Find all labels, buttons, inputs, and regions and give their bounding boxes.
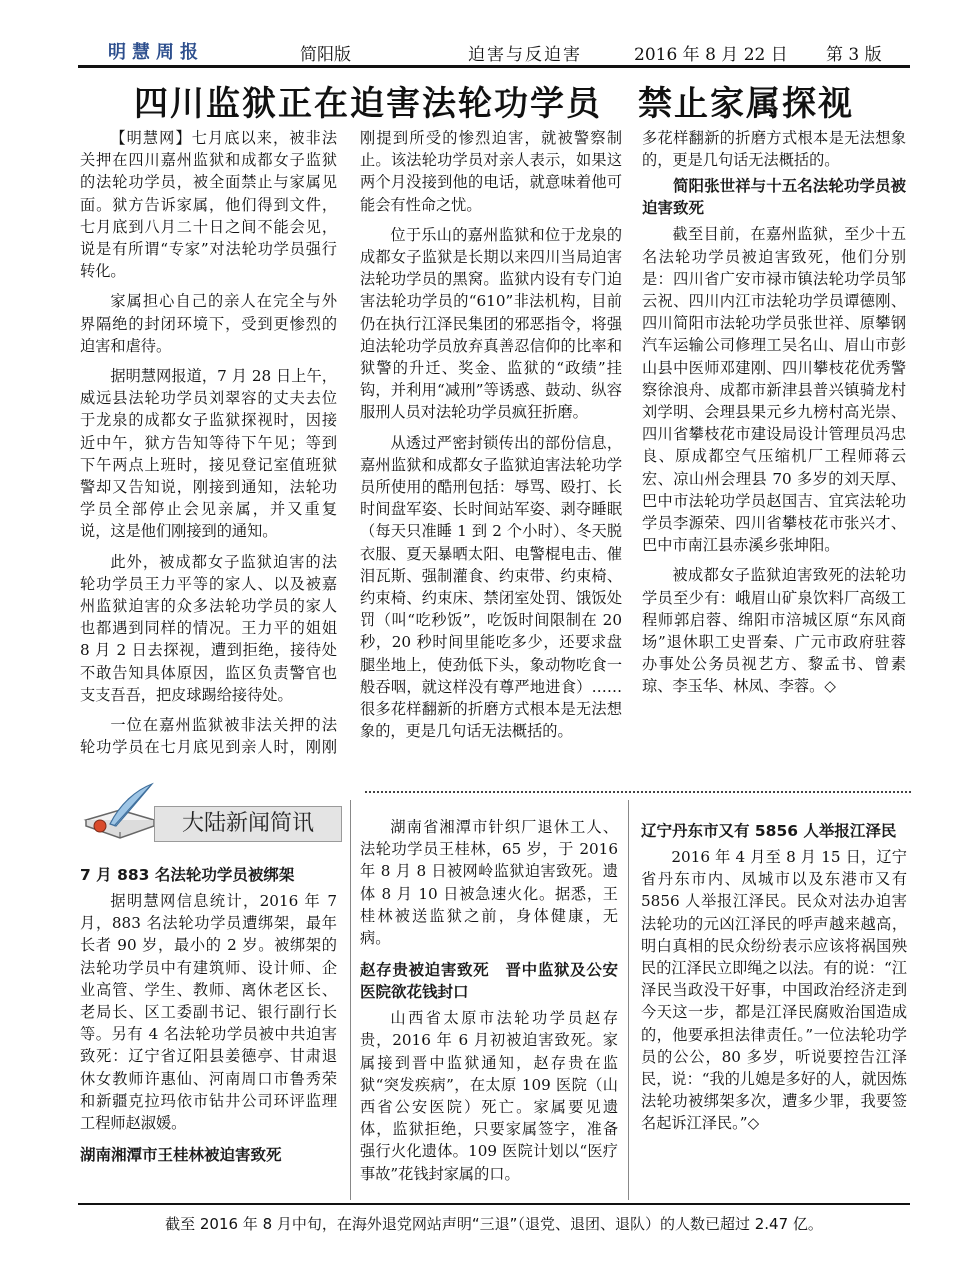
briefs-column-2 xyxy=(360,816,618,1198)
article-paragraph: 据明慧网报道，7 月 28 日上午，威远县法轮功学员刘翠容的丈夫去位于龙泉的成都女子监狱探视时，因接近中午，狱方告知等待下午见；等到下午两点上班时，接见登记室值班狱警却又告知说，刚接到通知，法轮功学员全部停止会见亲属，并又重复说，这是他们刚接到的通知。 xyxy=(80,367,337,541)
column-rule xyxy=(350,800,351,1200)
sub-heading: 简阳张世祥与十五名法轮功学员被迫害致死 xyxy=(642,177,906,218)
article-column-1 xyxy=(80,127,337,773)
article-paragraph-cont: 多花样翻新的折磨方式根本是无法想象的，更是几句话无法概括的。 xyxy=(642,129,906,170)
briefs-column-1 xyxy=(80,860,337,1198)
brief-title: 辽宁丹东市又有 5856 人举报江泽民 xyxy=(641,822,897,840)
briefs-banner xyxy=(80,780,350,850)
article-paragraph: 被成都女子监狱迫害致死的法轮功学员至少有：峨眉山矿泉饮料厂高级工程师郭启蓉、绵阳市涪城区原“东风商场”退休职工史晋秦、广元市政府驻蓉办事处公务员视艺方、黎孟书、曾素琼、李玉华、林凤、李蓉。◇ xyxy=(642,566,906,696)
section-label: 迫害与反迫害 xyxy=(468,45,582,65)
brief-title: 7 月 883 名法轮功学员被绑架 xyxy=(80,866,295,884)
article-column-2 xyxy=(360,127,622,773)
brief-title: 湖南湘潭市王桂林被迫害致死 xyxy=(80,1146,282,1165)
headline: 四川监狱正在迫害法轮功学员 禁止家属探视 xyxy=(134,84,854,124)
article-paragraph: 截至目前，在嘉州监狱，至少十五名法轮功学员被迫害致死，他们分别是：四川省广安市禄市镇法轮功学员邹云祝、四川内江市法轮功学员谭德刚、四川简阳市法轮功学员张世祥、原攀钢汽车运输公司修理工吴名山、眉山市彭山县中医师邓建刚、四川攀枝花优秀警察徐浪舟、成都市新津县普兴镇骑龙村刘学明、会理县果元乡九榜村高光崇、四川省攀枝花市建设局设计管理员冯忠良、原成都空气压缩机厂工程师蒋云宏、凉山州会理县 70 多岁的刘天厚、巴中市法轮功学员赵国吉、宜宾法轮功学员李源荣、四川省攀枝花市张兴才、巴中市南江县赤溪乡张坤阳。 xyxy=(642,225,906,555)
masthead-rule xyxy=(78,65,910,68)
masthead xyxy=(78,36,910,65)
lead-tag: 【明慧网】 xyxy=(110,129,192,147)
brief-paragraph: 山西省太原市法轮功学员赵存贵，2016 年 6 月初被迫害致死。家属接到晋中监狱通知，赵存贵在监狱“突发疾病”，在太原 109 医院（山西省公安医院）死亡。家属要见遗体，监狱拒绝，只要家属签字，准备强行火化遗体。109 医院计划以“医疗事故”花钱封家属的口。 xyxy=(360,1009,618,1183)
page-number: 第 3 版 xyxy=(826,45,882,65)
article-paragraph: 从透过严密封锁传出的部份信息，嘉州监狱和成都女子监狱迫害法轮功学员所使用的酷刑包括：辱骂、殴打、长时间盘军姿、长时间站军姿、剥夺睡眠（每天只准睡 1 到 2 个小时）、冬天脱衣服、夏天暴晒太阳、电警棍电击、催泪瓦斯、强制灌食、约束带、约束椅、约束椅、约束床、禁闭室处罚、饿饭处罚（叫“吃秒饭”，吃饭时间限制在 20 秒，20 秒时间里能吃多少，还要求盘腿坐地上，使劲低下头，象动物吃食一般吞咽，就这样没有尊严地进食）……很多花样翻新的折磨方式根本是无法想象的，更是几句话无法概括的。 xyxy=(360,433,622,741)
briefs-column-3 xyxy=(641,816,907,1198)
section-divider xyxy=(365,791,911,793)
footer-rule xyxy=(78,1203,910,1205)
quill-book-icon xyxy=(80,780,160,850)
column-rule xyxy=(628,800,629,1200)
brief-paragraph: 湖南省湘潭市针织厂退休工人、法轮功学员王桂林，65 岁，于 2016 年 8 月 8 日被网岭监狱迫害致死。遗体 8 月 10 日被急速火化。据悉，王桂林被送监狱之前，身体健康，无病。 xyxy=(360,818,618,948)
article-column-3 xyxy=(642,127,906,777)
edition-label: 简阳版 xyxy=(300,45,351,65)
article-paragraph: 位于乐山的嘉州监狱和位于龙泉的成都女子监狱是长期以来四川当局迫害法轮功学员的黑窝。监狱内设有专门迫害法轮功学员的“610”非法机构，目前仍在执行江泽民集团的邪恶指令，将强迫法轮功学员放弃真善忍信仰的比率和狱警的升迁、奖金、监狱的“政绩”挂钩，并利用“减刑”等诱惑、鼓动、纵容服刑人员对法轮功学员疯狂折磨。 xyxy=(360,225,622,422)
brief-paragraph: 2016 年 4 月至 8 月 15 日，辽宁省丹东市内、凤城市以及东港市又有 5856 人举报江泽民。民众对法办迫害法轮功的元凶江泽民的呼声越来越高，明白真相的民众纷纷表示应该将祸国殃民的江泽民立即绳之以法。有的说：“江泽民当政没干好事，中国政治经济走到今天这一步，都是江泽民腐败治国造成的，他要承担法律责任。”一位法轮功学员的公公，80 多岁，听说要控告江泽民，说：“我的儿媳是多好的人，就因炼法轮功被绑架多次，遭多少罪，我要签名起诉江泽民。”◇ xyxy=(641,848,907,1133)
article-paragraph: 七月底以来，被非法关押在四川嘉州监狱和成都女子监狱的法轮功学员，被全面禁止与家属见面。狱方告诉家属，他们得到文件，七月底到八月二十日之间不能会见，说是有所谓“专家”对法轮功学员强行转化。 xyxy=(80,129,337,281)
brand-title: 明慧周报 xyxy=(108,42,204,63)
article-paragraph: 家属担心自己的亲人在完全与外界隔绝的封闭环境下，受到更惨烈的迫害和虐待。 xyxy=(80,292,337,355)
brief-title: 赵存贵被迫害致死 晋中监狱及公安医院欲花钱封口 xyxy=(360,961,618,1002)
article-paragraph-cont: 刚提到所受的惨烈迫害，就被警察制止。该法轮功学员对亲人表示，如果这两个月没接到他的电话，就意味着他可能会有性命之忧。 xyxy=(360,129,622,214)
footer-note: 截至 2016 年 8 月中旬，在海外退党网站声明“三退”（退党、退团、退队）的人数已超过 2.47 亿。 xyxy=(165,1215,823,1233)
article-paragraph: 此外，被成都女子监狱迫害的法轮功学员王力平等的家人、以及被嘉州监狱迫害的众多法轮功学员的家人也都遇到同样的情况。王力平的姐姐 8 月 2 日去探视，遭到拒绝，接待处不敢告知具体原因，监区负责警官也支支吾吾，把皮球踢给接待处。 xyxy=(80,552,337,704)
briefs-tag: 大陆新闻简讯 xyxy=(154,806,342,842)
issue-date: 2016 年 8 月 22 日 xyxy=(634,45,788,65)
article-paragraph: 一位在嘉州监狱被非法关押的法轮功学员在七月底见到亲人时，刚刚 xyxy=(80,716,337,757)
brief-paragraph: 据明慧网信息统计，2016 年 7 月，883 名法轮功学员遭绑架，最年长者 90 岁，最小的 2 岁。被绑架的法轮功学员中有建筑师、设计师、企业高管、学生、教师、离休老区长、老局长、区工委副书记、银行副行长等。另有 4 名法轮功学员被中共迫害致死：辽宁省辽阳县姜德亭、甘肃退休女教师许惠仙、河南周口市鲁秀荣和新疆克拉玛依市钻井公司环评监理工程师赵淑媛。 xyxy=(80,892,337,1133)
